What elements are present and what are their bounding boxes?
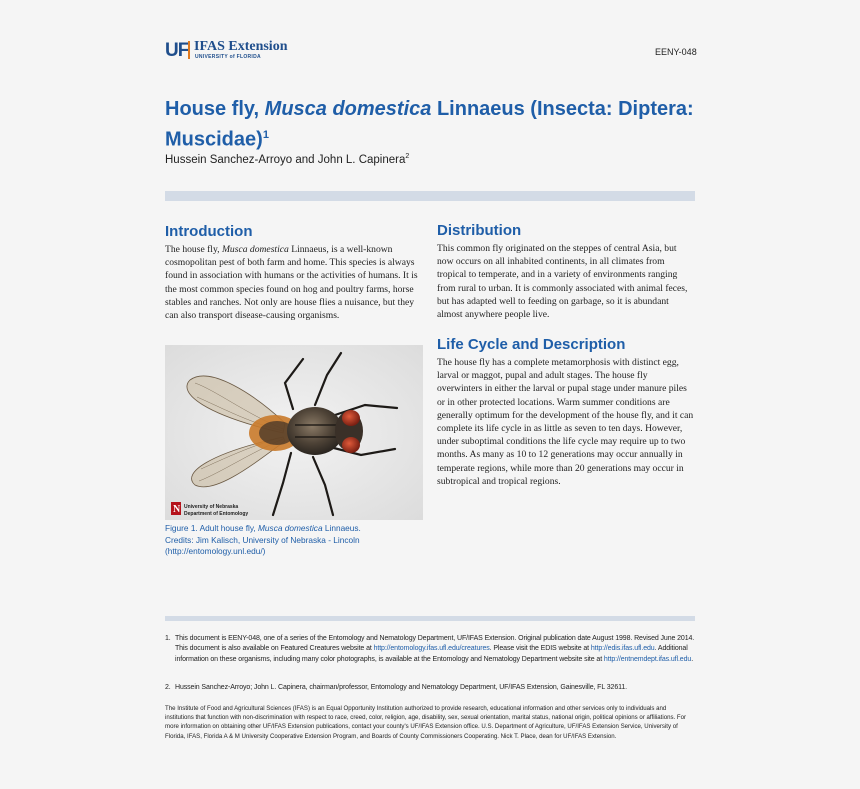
footnote-2-text: Hussein Sanchez-Arroyo; John L. Capinera, chairman/professor, Entomology and Nematology Department, UF/IFAS Extension, Gainesville, FL 32611. (175, 684, 628, 691)
uf-logo: UF (165, 40, 189, 61)
caption-species-name: Musca domestica (258, 523, 323, 533)
house-fly-illustration (165, 345, 423, 520)
footnote-1-text-c: . Additional information on these organisms, including many color photographs, is available at the Entomology and Nematology Department website site at (175, 645, 688, 663)
house-fly-photo (165, 345, 423, 520)
introduction-heading: Introduction (165, 223, 253, 240)
introduction-text (165, 243, 418, 322)
authors-line (165, 153, 409, 166)
distribution-heading: Distribution (437, 222, 522, 239)
caption-label: Figure 1. Adult house fly, (165, 523, 259, 533)
logo-divider (188, 41, 190, 59)
intro-text-b: Linnaeus, is a well-known cosmopolitan pest of both farm and home. This species is always found in association with humans or the activities of humans. It is the most common species found on hog and poultry farms, horse stables and ranches. Not only are house flies a nuisance, but they can also transport disease-causing organisms. (165, 244, 418, 322)
title-footnote-mark: 1 (262, 129, 269, 141)
footnote-1-number: 1. (165, 635, 171, 642)
footnote-2 (165, 683, 695, 695)
intro-text-a: The house fly, (165, 244, 222, 255)
life-cycle-text: The house fly has a complete metamorphosis with distinct egg, larval or maggot, pupal and adult stages. The house fly overwinters in either the larval or pupal stage under manure piles or in other protected locations. Warm summer conditions are generally optimum for the development of the house fly, and it can complete its life cycle in as little as seven to ten days. However, under suboptimal conditions the life cycle may require up to two months. As many as 10 to 12 generations may occur annually in temperate regions, while more than 20 generations may occur in subtropical and tropical regions. (437, 357, 694, 487)
authors-text: Hussein Sanchez-Arroyo and John L. Capinera (165, 153, 406, 166)
caption-credits: Credits: Jim Kalisch, University of Nebraska - Lincoln (http://entomology.unl.edu/) (165, 534, 360, 556)
distribution-text: This common fly originated on the steppes of central Asia, but now occurs on all inhabited continents, in all climates from tropical to temperate, and in a variety of environments ranging from rural to urban. It is commonly associated with animal feces, but has adapted well to feeding on garbage, so it is abundant almost anywhere people live. (437, 243, 688, 321)
caption-rest: Linnaeus. (322, 523, 361, 533)
authors-footnote-mark: 2 (405, 153, 410, 160)
title-part-1: House fly, (165, 98, 265, 120)
footnote-2-number: 2. (165, 684, 171, 691)
page-title (165, 96, 705, 153)
watermark-line-2: Department of Entomology (184, 511, 249, 517)
ifas-extension-logo-text: IFAS Extension (194, 39, 288, 54)
figure-caption (165, 523, 425, 558)
footnote-1-text-a: This document is EENY-048, one of a series of the Entomology and Nematology Department, UF/IFAS Extension. Original publication date August 1998. Revised June 2014. This document is also available on Featured Creatures website at (175, 635, 695, 653)
title-rule (165, 191, 695, 201)
document-code: EENY-048 (655, 47, 697, 57)
featured-creatures-link[interactable]: http://entomology.ifas.ufl.edu/creatures (373, 645, 490, 653)
title-part-2: Linnaeus (Insecta: Diptera: Muscidae) (165, 98, 694, 151)
watermark-line-1: University of Nebraska (184, 504, 239, 510)
footnote-1 (165, 634, 695, 676)
footnote-rule (165, 616, 695, 621)
entnemdept-link[interactable]: http://entnemdept.ifas.ufl.edu (603, 655, 692, 663)
footnote-1-text (175, 634, 695, 665)
legal-notice: The Institute of Food and Agricultural Sciences (IFAS) is an Equal Opportunity Institution authorized to provide research, educational information and other services only to individuals and institutions that function with non-discrimination with respect to race, creed, color, religion, age, disability, sex, sexual orientation, marital status, national origin, political opinions or affiliations. For more information on obtaining other UF/IFAS Extension publications, contact your county's UF/IFAS Extension office. U.S. Department of Agriculture, UF/IFAS Extension Service, University of Florida, IFAS, Florida A & M University Cooperative Extension Program, and Boards of County Commissioners Cooperating. Nick T. Place, dean for UF/IFAS Extension. (165, 705, 687, 740)
svg-text:N: N (173, 504, 181, 515)
edis-link[interactable]: http://edis.ifas.ufl.edu (590, 645, 655, 653)
footnote-1-text-d: . (691, 655, 694, 663)
life-cycle-heading: Life Cycle and Description (437, 336, 626, 353)
university-of-florida-label: UNIVERSITY of FLORIDA (195, 54, 261, 60)
footnote-1-text-b: . Please visit the EDIS website at (489, 645, 591, 653)
title-species-name: Musca domestica (264, 98, 432, 120)
intro-species-name: Musca domestica (221, 244, 289, 255)
